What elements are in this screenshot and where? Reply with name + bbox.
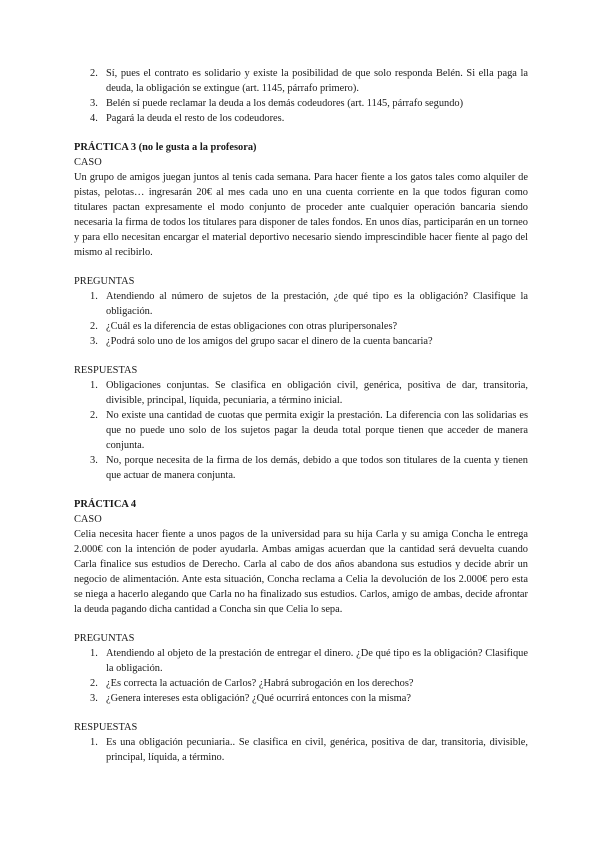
list-item — [74, 111, 528, 126]
practica3-preguntas-list — [74, 289, 528, 349]
list-number: 3. — [90, 455, 98, 466]
list-number: 2. — [90, 321, 98, 332]
list-text: Es una obligación pecuniaria.. Se clasifica en civil, genérica, positiva de dar, transitoria, divisible, principal, líquida, a término. — [106, 737, 528, 763]
list-text: No existe una cantidad de cuotas que permita exigir la prestación. La diferencia con las solidarias es que no puede uno solo de los sujetos pagar la deuda total porque tienen que acceder de manera conjunta. — [106, 410, 528, 451]
list-number: 1. — [90, 380, 98, 391]
practica3-respuestas-list — [74, 378, 528, 483]
list-text: No, porque necesita de la firma de los demás, debido a que todos son titulares de la cuenta y tienen que actuar de manera conjunta. — [106, 455, 528, 481]
practica3-caso-label: CASO — [74, 157, 102, 168]
practica4-preguntas-label: PREGUNTAS — [74, 633, 135, 644]
list-item — [74, 646, 528, 676]
list-text: Atendiendo al objeto de la prestación de entregar el dinero. ¿De qué tipo es la obligación? Clasifique la obligación. — [106, 648, 528, 674]
list-item — [74, 676, 528, 691]
practica4-caso-label: CASO — [74, 514, 102, 525]
list-number: 2. — [90, 678, 98, 689]
top-answer-list — [74, 66, 528, 126]
list-item — [74, 735, 528, 765]
list-number: 3. — [90, 693, 98, 704]
list-number: 3. — [90, 98, 98, 109]
list-number: 1. — [90, 648, 98, 659]
list-number: 2. — [90, 68, 98, 79]
practica3-caso-text: Un grupo de amigos juegan juntos al tenis cada semana. Para hacer fiente a los gatos tales como alquiler de pistas, pelotas… ingresarán 20€ al mes cada uno en una cuenta corriente en la que todos figuran como titulares pactan expresamente el modo conjunto de proceder ante cualquier operación bancaria siendo necesaria la firma de todos los titulares para disponer de tales fondos. En unos días, participarán en un torneo y para ello necesitan encargar el material deportivo necesario siendo imprescindible hacer fiente al pago del mismo al recibirlo. — [74, 172, 528, 258]
practica3-title: PRÁCTICA 3 (no le gusta a la profesora) — [74, 142, 257, 153]
practica4-respuestas-list — [74, 735, 528, 765]
list-item — [74, 691, 528, 706]
list-text: ¿Podrá solo uno de los amigos del grupo sacar el dinero de la cuenta bancaria? — [106, 336, 433, 347]
list-text: Sí, pues el contrato es solidario y existe la posibilidad de que solo responda Belén. Si ella paga la deuda, la obligación se extingue (art. 1145, párrafo primero). — [106, 68, 528, 94]
document-page — [74, 66, 528, 765]
list-text: ¿Genera intereses esta obligación? ¿Qué ocurrirá entonces con la misma? — [106, 693, 411, 704]
list-number: 4. — [90, 113, 98, 124]
list-text: ¿Cuál es la diferencia de estas obligaciones con otras pluripersonales? — [106, 321, 398, 332]
list-number: 1. — [90, 737, 98, 748]
list-text: Atendiendo al número de sujetos de la prestación, ¿de qué tipo es la obligación? Clasifique la obligación. — [106, 291, 528, 317]
list-item — [74, 408, 528, 453]
practica3-preguntas-label: PREGUNTAS — [74, 276, 135, 287]
list-text: ¿Es correcta la actuación de Carlos? ¿Habrá subrogación en los derechos? — [106, 678, 414, 689]
list-item — [74, 334, 528, 349]
list-text: Belén sí puede reclamar la deuda a los demás codeudores (art. 1145, párrafo segundo) — [106, 98, 464, 109]
list-text: Obligaciones conjuntas. Se clasifica en obligación civil, genérica, positiva de dar, transitoria, divisible, principal, líquida, pecuniaria, a término inicial. — [106, 380, 528, 406]
list-item — [74, 289, 528, 319]
list-item — [74, 96, 528, 111]
list-item — [74, 319, 528, 334]
list-number: 1. — [90, 291, 98, 302]
practica4-caso-text: Celia necesita hacer fiente a unos pagos de la universidad para su hija Carla y su amiga Concha le entrega 2.000€ con la intención de poder ayudarla. Ambas amigas acuerdan que la cantidad será devuelta cuando Carla finalice sus estudios de Derecho. Carla al cabo de dos años abandona sus estudios y decide abrir un negocio de alimentación. Ante esta situación, Concha reclama a Celia la devolución de los 2.000€ pero esta se niega a hacerlo alegando que Carla no ha finalizado sus estudios. Carlos, amigo de ambas, decide afrontar la deuda pagando dicha cantidad a Concha sin que Celia lo sepa. — [74, 529, 528, 615]
list-number: 3. — [90, 336, 98, 347]
list-item — [74, 378, 528, 408]
list-item — [74, 453, 528, 483]
practica4-respuestas-label: RESPUESTAS — [74, 722, 138, 733]
list-text: Pagará la deuda el resto de los codeudores. — [106, 113, 285, 124]
list-item — [74, 66, 528, 96]
list-number: 2. — [90, 410, 98, 421]
practica4-title: PRÁCTICA 4 — [74, 499, 137, 510]
practica4-preguntas-list — [74, 646, 528, 706]
practica3-respuestas-label: RESPUESTAS — [74, 365, 138, 376]
